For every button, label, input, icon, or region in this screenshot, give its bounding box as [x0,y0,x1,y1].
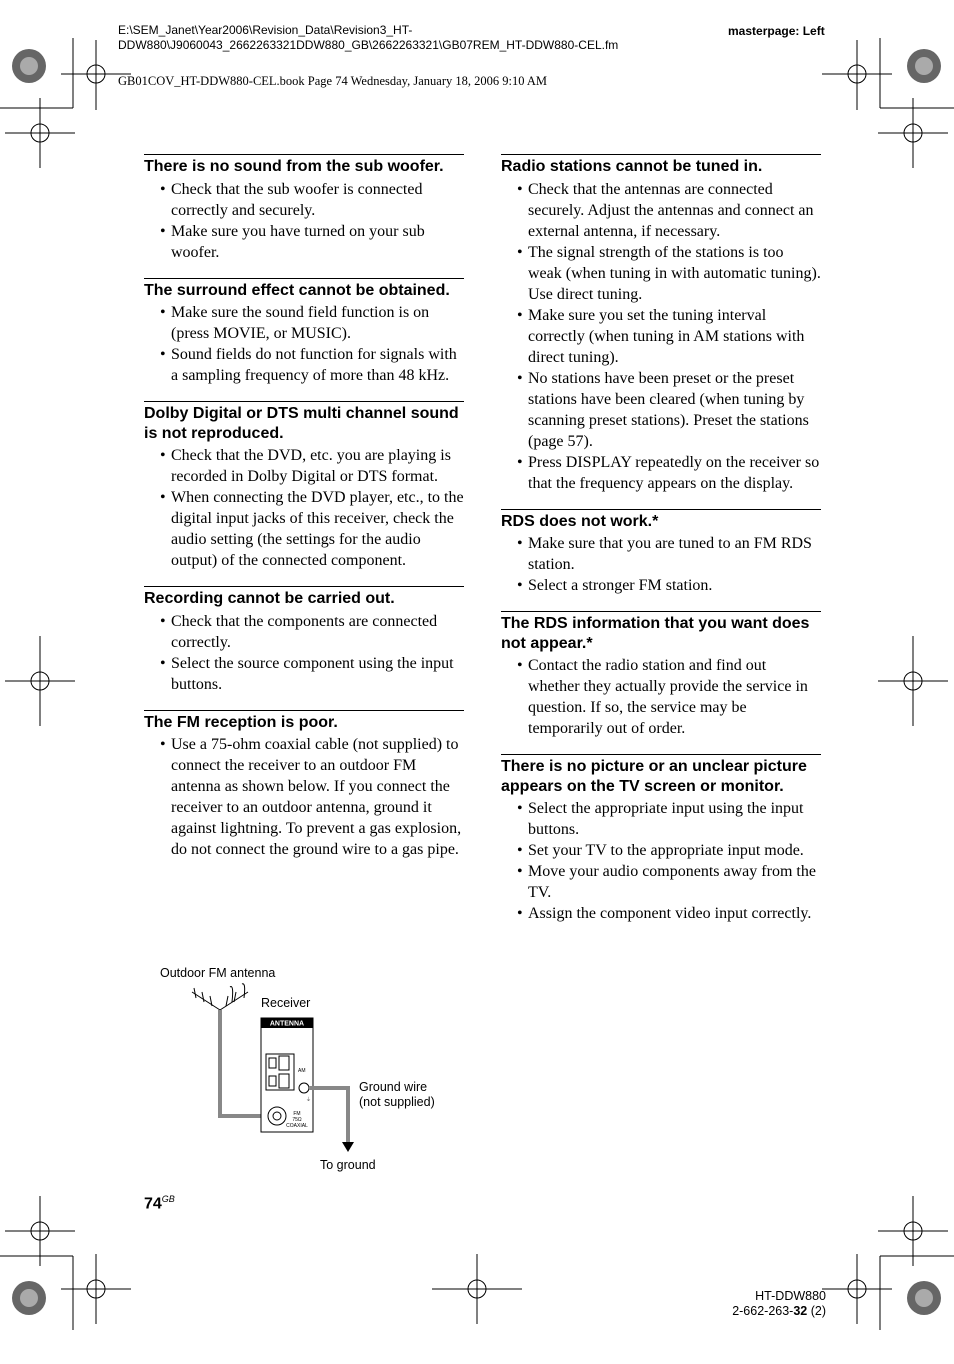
list-item: • Check that the DVD, etc. you are playing is recorded in Dolby Digital or DTS format. [144,445,464,487]
list-item: • Check that the antennas are connected securely. Adjust the antennas and connect an external antenna, if necessary. [501,179,821,242]
section-heading: RDS does not work.* [501,512,659,530]
list-item: • Sound fields do not function for signals with a sampling frequency of more than 48 kHz. [144,344,464,386]
troubleshooting-section [144,710,464,861]
bullet-list [144,734,464,860]
left-column [144,154,464,875]
list-item: • No stations have been preset or the preset stations have been cleared (when tuning by scanning preset stations). Preset the stations (page 57). [501,368,821,452]
page-number: $74^{GB}$ [144,1194,175,1213]
troubleshooting-section [144,278,464,387]
svg-text:⏚: ⏚ [306,1097,312,1103]
svg-text:75Ω: 75Ω [292,1117,302,1123]
am-terminal-label: AM [298,1068,306,1074]
list-item: • The signal strength of the stations is too weak (when tuning in with automatic tuning). Use direct tuning. [501,242,821,305]
outdoor-fm-antenna-label: Outdoor FM antenna [160,966,276,980]
list-item: • Press DISPLAY repeatedly on the receiver so that the frequency appears on the display. [501,452,821,494]
list-item: • Check that the components are connected correctly. [144,611,464,653]
receiver-label: Receiver [261,996,311,1010]
bullet-list [144,611,464,695]
section-heading: The FM reception is poor. [144,713,338,731]
file-path-line1: E:\SEM_Janet\Year2006\Revision_Data\Revision3_HT- [118,23,413,37]
section-heading: There is no sound from the sub woofer. [144,158,444,175]
fm-antenna-diagram [150,962,470,1174]
troubleshooting-section [501,611,821,739]
bullet-list [501,533,821,596]
section-heading: Radio stations cannot be tuned in. [501,158,763,175]
list-item: • Make sure you set the tuning interval correctly (when tuning in AM stations with direct tuning). [501,305,821,368]
bullet-list [144,302,464,386]
book-info-line: GB01COV_HT-DDW880-CEL.book Page 74 Wednesday, January 18, 2006 9:10 AM [118,74,548,88]
list-item: • Select the appropriate input using the input buttons. [501,798,821,840]
ground-wire [309,1088,348,1142]
section-heading: The surround effect cannot be obtained. [144,281,450,299]
bullet-list [501,179,821,494]
receiver-antenna-panel [261,1018,313,1132]
bullet-list [144,179,464,263]
to-ground-label: To ground [320,1158,376,1172]
section-heading: Dolby Digital or DTS multi channel sound is not reproduced. [144,405,459,442]
ground-wire-label: Ground wire (not supplied) [359,1080,435,1109]
file-path-line2: DDW880\J9060043_2662263321DDW880_GB\2662263321\GB07REM_HT-DDW880-CEL.fm [118,38,619,52]
troubleshooting-section [144,154,464,263]
antenna-wiring-drawing [150,962,470,1174]
model-number: HT-DDW880 [755,1289,826,1303]
section-heading: Recording cannot be carried out. [144,590,395,607]
antenna-panel-title: ANTENNA [269,1020,305,1028]
bullet-list [144,445,464,571]
list-item: • Use a 75-ohm coaxial cable (not supplied) to connect the receiver to an outdoor FM antenna as shown below. If you connect the receiver to an outdoor antenna, ground it against lightning. To prevent a gas explosion, do not connect the ground wire to a gas pipe. [144,734,464,860]
troubleshooting-section [501,754,821,924]
bullet-list [501,655,821,739]
list-item: • Make sure that you are tuned to an FM RDS station. [501,533,821,575]
footer-model-info [732,1289,826,1319]
antenna-icon [192,984,248,1010]
list-item: • Assign the component video input correctly. [501,903,821,924]
list-item: • Move your audio components away from the TV. [501,861,821,903]
list-item: • When connecting the DVD player, etc., to the digital input jacks of this receiver, check the audio setting (the settings for the audio output) of the connected component. [144,487,464,571]
list-item: • Select a stronger FM station. [501,575,821,596]
fm-terminal-label: FM [293,1111,301,1117]
document-code: 2-662-263-32 (2) [732,1304,826,1318]
list-item: • Select the source component using the input buttons. [144,653,464,695]
section-heading: There is no picture or an unclear picture appears on the TV screen or monitor. [501,758,807,795]
list-item: • Set your TV to the appropriate input mode. [501,840,821,861]
list-item: • Make sure you have turned on your sub woofer. [144,221,464,263]
masterpage-label: masterpage: Left [728,24,825,38]
section-heading: The RDS information that you want does not appear.* [501,615,810,652]
troubleshooting-section [144,586,464,695]
troubleshooting-section [501,509,821,597]
right-column [501,154,821,939]
list-item: • Contact the radio station and find out whether they actually provide the service in question. If so, the service may be temporarily out of order. [501,655,821,739]
svg-text:COAXIAL: COAXIAL [286,1123,308,1129]
ground-arrow-icon [342,1142,354,1152]
list-item: • Check that the sub woofer is connected correctly and securely. [144,179,464,221]
troubleshooting-section [501,154,821,494]
troubleshooting-section [144,401,464,571]
list-item: • Make sure the sound field function is on (press MOVIE, or MUSIC). [144,302,464,344]
bullet-list [501,798,821,924]
